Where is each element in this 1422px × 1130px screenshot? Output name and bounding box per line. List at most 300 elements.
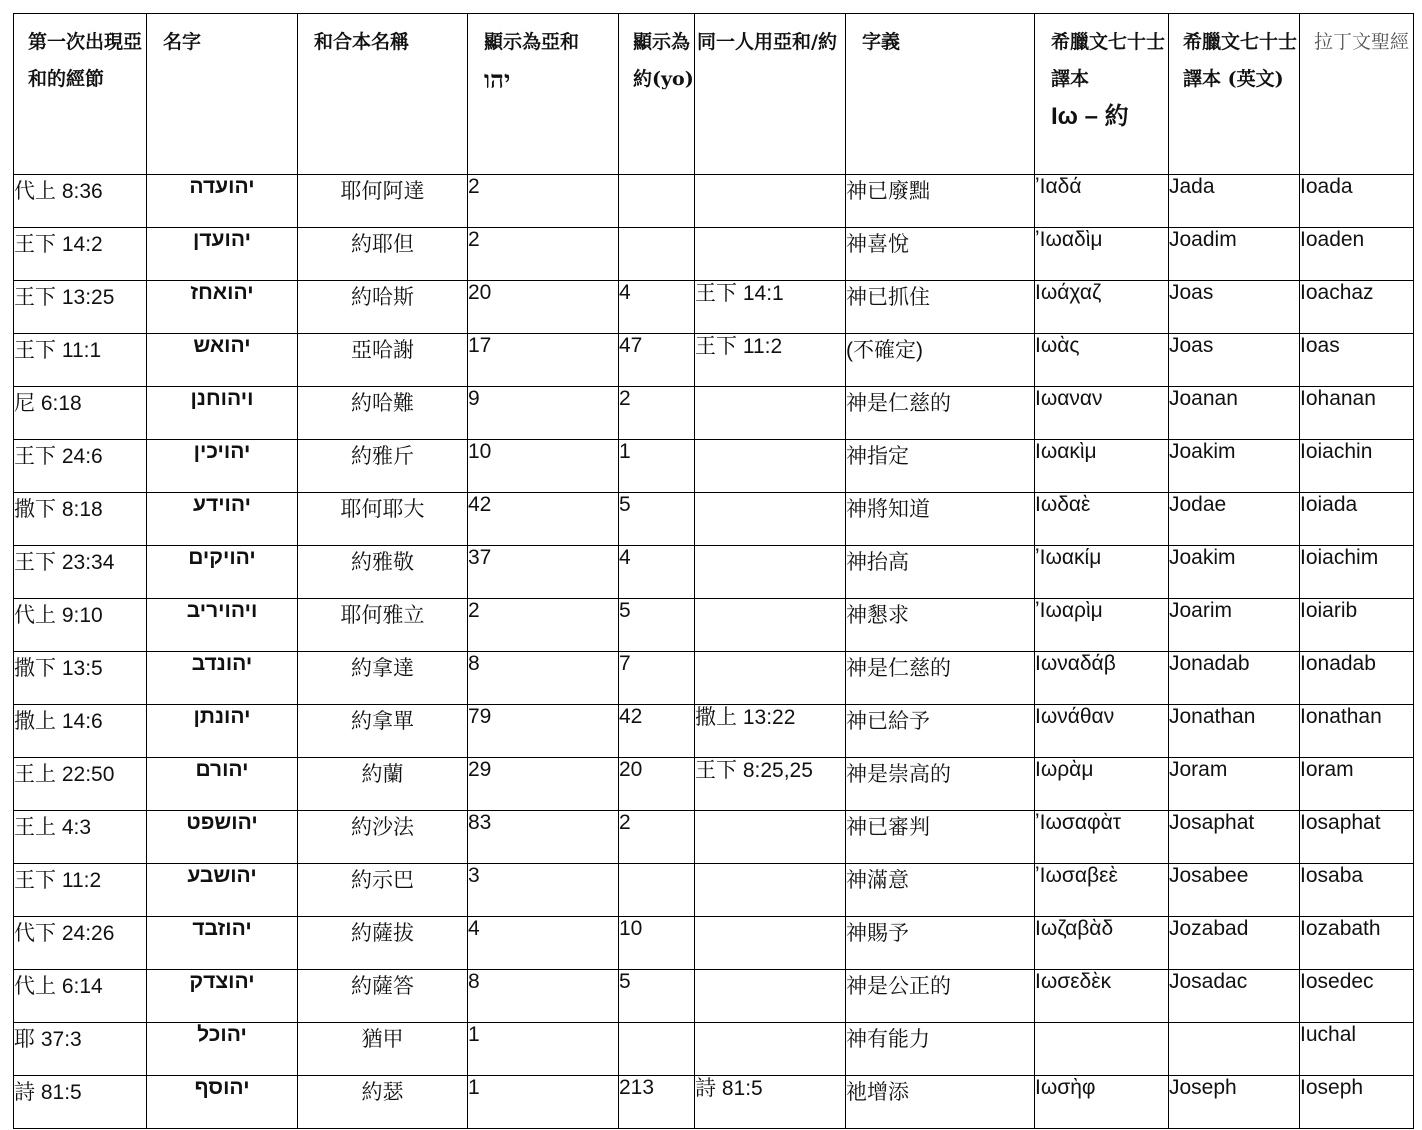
greek-cell <box>1035 493 1169 546</box>
verse-cell <box>14 652 147 705</box>
greek-name: ʼΙωαρὶμ <box>1035 599 1103 622</box>
table-row <box>14 281 1414 334</box>
verse-cell <box>14 917 147 970</box>
english-cell <box>1169 864 1300 917</box>
same-person-cell <box>695 652 846 705</box>
english-cell <box>1169 546 1300 599</box>
verse-cell <box>14 1076 147 1129</box>
cuv-name: 亞哈謝 <box>351 339 414 362</box>
yah-count-cell <box>468 387 619 440</box>
hebrew-name: יהונתן <box>193 705 251 728</box>
hebrew-name: ויהוחנן <box>190 387 254 410</box>
latin-name: Iuchal <box>1300 1023 1357 1046</box>
hebrew-name: יהושפט <box>186 811 258 834</box>
verse-ref: 4:3 <box>61 816 92 839</box>
english-name: Joseph <box>1169 1076 1237 1099</box>
meaning: 神是公正的 <box>846 975 951 998</box>
yah-count-cell <box>468 599 619 652</box>
verse-book: 王下 <box>14 444 56 468</box>
hebrew-name: יהואש <box>193 334 251 357</box>
latin-name: Ioada <box>1300 175 1353 198</box>
hebrew-name-cell <box>147 546 298 599</box>
yah-count: 2 <box>468 228 480 251</box>
verse-ref: 14:2 <box>61 233 103 256</box>
verse-ref: 22:50 <box>61 763 115 786</box>
yah-count-cell <box>468 440 619 493</box>
verse-cell <box>14 599 147 652</box>
meaning: 神已抓住 <box>846 286 930 309</box>
yo-count-cell <box>619 758 695 811</box>
hebrew-name: ויהויריב <box>186 599 258 622</box>
greek-cell <box>1035 334 1169 387</box>
table-row <box>14 652 1414 705</box>
greek-cell <box>1035 440 1169 493</box>
yo-count-cell <box>619 599 695 652</box>
latin-cell <box>1300 334 1414 387</box>
hebrew-name: יהויכין <box>193 440 251 463</box>
yo-count: 20 <box>619 758 643 781</box>
cuv-name-cell <box>298 970 468 1023</box>
greek-cell <box>1035 864 1169 917</box>
greek-name: Ιωακὶμ <box>1035 440 1097 463</box>
english-name: Joram <box>1169 758 1228 781</box>
table-row <box>14 1023 1414 1076</box>
greek-cell <box>1035 705 1169 758</box>
greek-cell <box>1035 281 1169 334</box>
same-person-ref: 王下 11:2 <box>695 335 783 358</box>
yah-count: 37 <box>468 546 492 569</box>
meaning: 祂增添 <box>846 1081 909 1104</box>
english-cell <box>1169 1023 1300 1076</box>
meaning: 神賜予 <box>846 922 909 945</box>
header-lxx-en <box>1169 14 1300 175</box>
latin-cell <box>1300 1023 1414 1076</box>
same-person-cell <box>695 546 846 599</box>
verse-book: 尼 <box>14 391 35 415</box>
verse-book: 撒下 <box>14 497 56 521</box>
latin-cell <box>1300 811 1414 864</box>
cuv-name: 猶甲 <box>361 1028 404 1051</box>
meaning-cell <box>846 970 1035 1023</box>
header-latin <box>1300 14 1414 175</box>
table-row <box>14 758 1414 811</box>
verse-book: 代下 <box>14 921 56 945</box>
hebrew-name-cell <box>147 175 298 228</box>
header-row <box>14 14 1414 175</box>
cuv-name-cell <box>298 281 468 334</box>
verse-book: 王下 <box>14 550 56 574</box>
greek-cell <box>1035 811 1169 864</box>
greek-name: ʼΙαδά <box>1035 175 1082 198</box>
header-lxx-text: 希臘文七十士譯本 <box>1051 31 1166 90</box>
english-cell <box>1169 758 1300 811</box>
latin-cell <box>1300 387 1414 440</box>
latin-name: Ioiada <box>1300 493 1358 516</box>
cuv-name: 約拿達 <box>351 657 414 680</box>
table-row <box>14 705 1414 758</box>
meaning: 神是崇高的 <box>846 763 951 786</box>
same-person-cell <box>695 599 846 652</box>
yo-count: 5 <box>619 493 631 516</box>
hebrew-name-cell <box>147 228 298 281</box>
cuv-name-cell <box>298 599 468 652</box>
table-row <box>14 175 1414 228</box>
verse-book: 代上 <box>14 179 56 203</box>
english-cell <box>1169 705 1300 758</box>
latin-cell <box>1300 864 1414 917</box>
cuv-name: 約雅敬 <box>351 551 414 574</box>
yah-count: 9 <box>468 387 480 410</box>
yah-count-cell <box>468 493 619 546</box>
hebrew-name-cell <box>147 1023 298 1076</box>
latin-name: Iosedec <box>1300 970 1374 993</box>
yah-count-cell <box>468 811 619 864</box>
english-name: Jodae <box>1169 493 1227 516</box>
cuv-name-cell <box>298 811 468 864</box>
same-person-ref: 王下 14:1 <box>695 282 784 305</box>
yah-count-cell <box>468 546 619 599</box>
english-name: Joadim <box>1169 228 1237 251</box>
same-person-cell <box>695 440 846 493</box>
hebrew-name-cell <box>147 652 298 705</box>
yo-count-cell <box>619 440 695 493</box>
yah-count-cell <box>468 970 619 1023</box>
same-person-cell <box>695 334 846 387</box>
verse-ref: 8:36 <box>61 180 103 203</box>
yo-count-cell <box>619 705 695 758</box>
table-row <box>14 493 1414 546</box>
header-same <box>695 14 846 175</box>
table-row <box>14 970 1414 1023</box>
yah-count-cell <box>468 1076 619 1129</box>
verse-ref: 37:3 <box>40 1028 82 1051</box>
yah-count: 8 <box>468 970 480 993</box>
verse-cell <box>14 281 147 334</box>
hebrew-name-cell <box>147 864 298 917</box>
same-person-cell <box>695 228 846 281</box>
yah-count-cell <box>468 228 619 281</box>
english-name: Joanan <box>1169 387 1238 410</box>
yo-count-cell <box>619 281 695 334</box>
header-yah-text: 顯示為亞和 <box>484 31 580 53</box>
verse-ref: 11:2 <box>61 869 102 892</box>
verse-ref: 6:18 <box>40 392 82 415</box>
hebrew-name: יהוסף <box>194 1076 250 1099</box>
yo-count-cell <box>619 175 695 228</box>
meaning: 神懇求 <box>846 604 909 627</box>
table-row <box>14 387 1414 440</box>
yo-count: 5 <box>619 970 631 993</box>
hebrew-name-cell <box>147 387 298 440</box>
yah-count: 42 <box>468 493 492 516</box>
cuv-name: 約耶但 <box>351 233 414 256</box>
english-cell <box>1169 599 1300 652</box>
same-person-cell <box>695 811 846 864</box>
latin-name: Ionathan <box>1300 705 1382 728</box>
verse-cell <box>14 334 147 387</box>
yah-count: 2 <box>468 175 480 198</box>
table-row <box>14 546 1414 599</box>
yah-count-cell <box>468 334 619 387</box>
same-person-ref: 撒上 13:22 <box>695 706 796 729</box>
greek-name: Ιωρὰμ <box>1035 758 1094 781</box>
verse-ref: 6:14 <box>61 975 103 998</box>
header-meaning <box>846 14 1035 175</box>
cuv-name-cell <box>298 387 468 440</box>
english-cell <box>1169 652 1300 705</box>
same-person-cell <box>695 864 846 917</box>
yah-count: 10 <box>468 440 492 463</box>
hebrew-name: יהוצדק <box>189 970 255 993</box>
greek-cell <box>1035 758 1169 811</box>
same-person-cell <box>695 917 846 970</box>
greek-cell <box>1035 652 1169 705</box>
verse-book: 撒下 <box>14 656 56 680</box>
meaning: 神有能力 <box>846 1028 930 1051</box>
cuv-name-cell <box>298 1076 468 1129</box>
latin-name: Iozabath <box>1300 917 1381 940</box>
greek-name: Ιωαναν <box>1035 387 1103 410</box>
cuv-name: 約哈斯 <box>351 286 414 309</box>
latin-name: Ioas <box>1300 334 1340 357</box>
cuv-name-cell <box>298 440 468 493</box>
yo-count: 2 <box>619 811 631 834</box>
header-meaning-text: 字義 <box>862 31 901 53</box>
yo-count-cell <box>619 1076 695 1129</box>
cuv-name: 耶何雅立 <box>340 604 425 627</box>
yah-count: 8 <box>468 652 480 675</box>
latin-cell <box>1300 493 1414 546</box>
greek-name: Ιωὰς <box>1035 334 1080 357</box>
english-name: Joakim <box>1169 546 1236 569</box>
yo-count-cell <box>619 228 695 281</box>
yo-count-cell <box>619 493 695 546</box>
header-cuv <box>298 14 468 175</box>
meaning-cell <box>846 175 1035 228</box>
english-cell <box>1169 387 1300 440</box>
english-name: Jonathan <box>1169 705 1256 728</box>
yo-count: 7 <box>619 652 631 675</box>
verse-cell <box>14 440 147 493</box>
yah-count: 4 <box>468 917 480 940</box>
yo-count: 42 <box>619 705 643 728</box>
greek-name: ʼΙωσαβεὲ <box>1035 864 1118 887</box>
verse-book: 代上 <box>14 603 56 627</box>
english-cell <box>1169 917 1300 970</box>
same-person-cell <box>695 758 846 811</box>
cuv-name: 約雅斤 <box>351 445 414 468</box>
meaning-cell <box>846 1023 1035 1076</box>
same-person-cell <box>695 387 846 440</box>
greek-cell <box>1035 970 1169 1023</box>
header-yah-hebrew: יהו <box>484 65 511 94</box>
same-person-cell <box>695 281 846 334</box>
meaning-cell <box>846 599 1035 652</box>
meaning-cell <box>846 1076 1035 1129</box>
verse-cell <box>14 493 147 546</box>
header-latin-text: 拉丁文聖經 <box>1314 31 1410 53</box>
names-table <box>13 13 1414 1129</box>
cuv-name: 約哈難 <box>351 392 414 415</box>
yo-count: 2 <box>619 387 631 410</box>
cuv-name: 約示巴 <box>351 869 414 892</box>
english-name: Joas <box>1169 281 1214 304</box>
verse-ref: 14:6 <box>61 710 103 733</box>
table-row <box>14 1076 1414 1129</box>
hebrew-name-cell <box>147 970 298 1023</box>
greek-cell <box>1035 1023 1169 1076</box>
verse-book: 撒上 <box>14 709 56 733</box>
meaning-cell <box>846 652 1035 705</box>
verse-cell <box>14 970 147 1023</box>
english-cell <box>1169 281 1300 334</box>
table-row <box>14 334 1414 387</box>
yo-count: 10 <box>619 917 643 940</box>
hebrew-name-cell <box>147 1076 298 1129</box>
yah-count: 17 <box>468 334 492 357</box>
cuv-name: 約拿單 <box>351 710 414 733</box>
hebrew-name: יהוזבד <box>192 917 252 940</box>
cuv-name-cell <box>298 175 468 228</box>
latin-name: Ioachaz <box>1300 281 1374 304</box>
verse-ref: 24:26 <box>61 922 115 945</box>
yo-count-cell <box>619 387 695 440</box>
cuv-name-cell <box>298 758 468 811</box>
table-row <box>14 599 1414 652</box>
cuv-name: 約薩答 <box>351 975 414 998</box>
english-name: Joarim <box>1169 599 1233 622</box>
latin-cell <box>1300 599 1414 652</box>
english-name: Jozabad <box>1169 917 1249 940</box>
english-name: Jonadab <box>1169 652 1250 675</box>
latin-name: Ionadab <box>1300 652 1376 675</box>
yo-count-cell <box>619 334 695 387</box>
header-yo-text: 顯示為約(yo) <box>633 31 694 90</box>
same-person-ref: 王下 8:25,25 <box>695 759 813 782</box>
meaning-cell <box>846 493 1035 546</box>
cuv-name-cell <box>298 228 468 281</box>
english-cell <box>1169 440 1300 493</box>
yo-count: 47 <box>619 334 643 357</box>
meaning: 神滿意 <box>846 869 909 892</box>
verse-book: 王下 <box>14 285 56 309</box>
meaning-cell <box>846 228 1035 281</box>
verse-cell <box>14 387 147 440</box>
yo-count-cell <box>619 546 695 599</box>
latin-cell <box>1300 705 1414 758</box>
hebrew-name: יהועדן <box>193 228 251 251</box>
meaning-cell <box>846 440 1035 493</box>
yo-count: 213 <box>619 1076 655 1099</box>
hebrew-name-cell <box>147 440 298 493</box>
meaning: 神已審判 <box>846 816 930 839</box>
verse-book: 王上 <box>14 762 56 786</box>
hebrew-name: יהוכל <box>197 1023 247 1046</box>
greek-name: Ιωζαβὰδ <box>1035 917 1114 940</box>
latin-name: Ioaden <box>1300 228 1365 251</box>
hebrew-name: יהויקים <box>188 546 256 569</box>
latin-cell <box>1300 546 1414 599</box>
english-cell <box>1169 811 1300 864</box>
english-name: Joas <box>1169 334 1214 357</box>
cuv-name: 約瑟 <box>361 1081 404 1104</box>
yo-count-cell <box>619 917 695 970</box>
table-row <box>14 864 1414 917</box>
meaning-cell <box>846 387 1035 440</box>
latin-cell <box>1300 228 1414 281</box>
latin-cell <box>1300 970 1414 1023</box>
hebrew-name-cell <box>147 758 298 811</box>
yah-count-cell <box>468 652 619 705</box>
meaning-cell <box>846 864 1035 917</box>
latin-cell <box>1300 917 1414 970</box>
english-name: Josabee <box>1169 864 1249 887</box>
hebrew-name: יהונדב <box>191 652 253 675</box>
hebrew-name-cell <box>147 281 298 334</box>
meaning-cell <box>846 758 1035 811</box>
english-cell <box>1169 970 1300 1023</box>
verse-book: 王下 <box>14 868 56 892</box>
header-verse-text: 第一次出現亞和的經節 <box>28 31 143 90</box>
yah-count: 2 <box>468 599 480 622</box>
cuv-name-cell <box>298 917 468 970</box>
greek-cell <box>1035 228 1169 281</box>
latin-cell <box>1300 1076 1414 1129</box>
verse-cell <box>14 758 147 811</box>
hebrew-name-cell <box>147 917 298 970</box>
cuv-name-cell <box>298 864 468 917</box>
header-yah <box>468 14 619 175</box>
yah-count-cell <box>468 175 619 228</box>
hebrew-name: יהואחז <box>190 281 254 304</box>
cuv-name: 約薩拔 <box>351 922 414 945</box>
verse-book: 王下 <box>14 338 56 362</box>
header-lxx-big: Iω – 約 <box>1051 103 1129 130</box>
latin-name: Iohanan <box>1300 387 1376 410</box>
latin-cell <box>1300 758 1414 811</box>
yah-count: 79 <box>468 705 492 728</box>
cuv-name: 耶何耶大 <box>340 498 425 521</box>
hebrew-name: יהורם <box>195 758 249 781</box>
english-name: Jada <box>1169 175 1215 198</box>
cuv-name: 約沙法 <box>351 816 414 839</box>
greek-name: Ιωδαὲ <box>1035 493 1091 516</box>
table-row <box>14 811 1414 864</box>
hebrew-name: יהועדה <box>189 175 255 198</box>
verse-book: 王下 <box>14 232 56 256</box>
greek-cell <box>1035 175 1169 228</box>
meaning-cell <box>846 546 1035 599</box>
header-same-text: 同一人用亞和/約 <box>697 31 837 53</box>
header-name-text: 名字 <box>163 31 202 53</box>
greek-cell <box>1035 1076 1169 1129</box>
verse-ref: 13:25 <box>61 286 115 309</box>
meaning: 神喜悅 <box>846 233 909 256</box>
verse-ref: 8:18 <box>61 498 103 521</box>
greek-cell <box>1035 917 1169 970</box>
meaning-cell <box>846 811 1035 864</box>
cuv-name-cell <box>298 493 468 546</box>
yah-count: 83 <box>468 811 492 834</box>
english-cell <box>1169 334 1300 387</box>
english-cell <box>1169 175 1300 228</box>
table-row <box>14 917 1414 970</box>
same-person-cell <box>695 493 846 546</box>
latin-name: Ioseph <box>1300 1076 1364 1099</box>
yo-count: 4 <box>619 281 631 304</box>
table-row <box>14 228 1414 281</box>
same-person-ref: 詩 81:5 <box>695 1077 763 1100</box>
